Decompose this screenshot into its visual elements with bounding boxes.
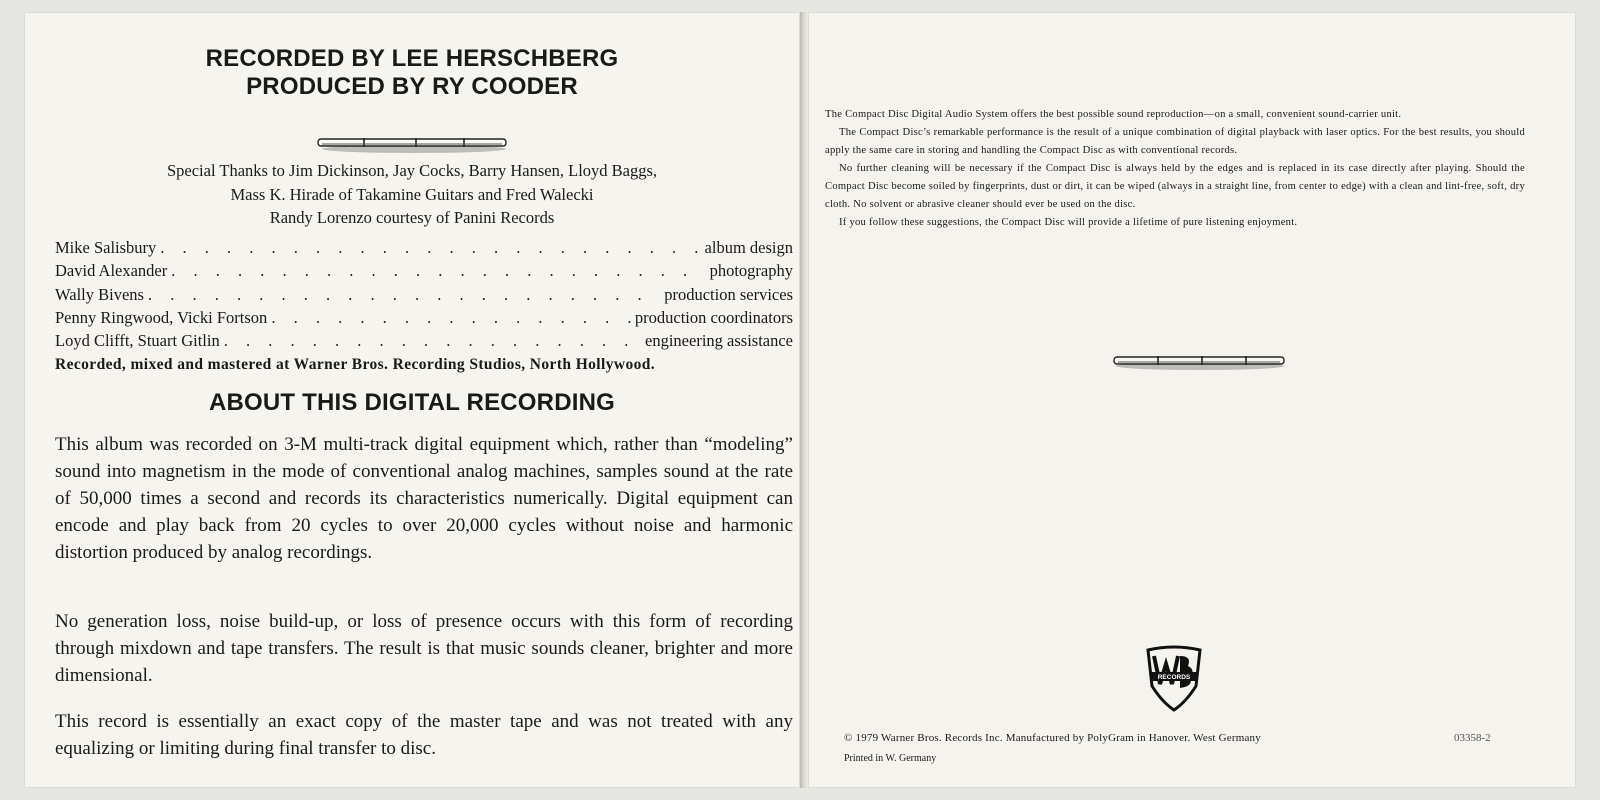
cd-paragraph: The Compact Disc’s remarkable performance is the result of a unique combination of digital playback with laser optics. For the best results, you should apply the same care in storing and handling the Compact Disc as with conventional records. bbox=[825, 127, 1525, 156]
thanks-line: Randy Lorenzo courtesy of Panini Records bbox=[269, 208, 555, 227]
cd-paragraph: If you follow these suggestions, the Compact Disc will provide a lifetime of pure listening enjoyment. bbox=[839, 217, 1298, 228]
logo-text: RECORDS bbox=[1157, 674, 1191, 681]
credit-role: production coordinators bbox=[634, 307, 793, 327]
credit-row bbox=[55, 283, 793, 306]
credit-row bbox=[55, 306, 793, 329]
warner-bros-shield-logo bbox=[1144, 644, 1204, 712]
printed-in: Printed in W. Germany bbox=[844, 753, 937, 764]
thanks-line: Special Thanks to Jim Dickinson, Jay Cocks, Barry Hansen, Lloyd Baggs, bbox=[166, 161, 658, 180]
leader-dots bbox=[148, 283, 660, 306]
leader-dots bbox=[171, 259, 705, 282]
special-thanks bbox=[24, 159, 800, 230]
cd-paragraph: The Compact Disc Digital Audio System offers the best possible sound reproduction—on a small, convenient sound-carrier unit. bbox=[825, 109, 1402, 120]
studio-line: Recorded, mixed and mastered at Warner Bros. Recording Studios, North Hollywood. bbox=[55, 356, 656, 374]
credit-name: Loyd Clifft, Stuart Gitlin bbox=[55, 331, 220, 351]
copyright-notice: © 1979 Warner Bros. Records Inc. Manufactured by PolyGram in Hanover. West Germany bbox=[844, 732, 1261, 744]
credit-name: Wally Bivens bbox=[55, 284, 144, 304]
credit-name: Penny Ringwood, Vicki Fortson bbox=[55, 307, 268, 327]
left-page bbox=[24, 12, 800, 788]
bamboo-ornament-icon bbox=[1110, 351, 1290, 373]
credit-heading-line-1: RECORDED BY LEE HERSCHBERG bbox=[205, 45, 619, 72]
compact-disc-notice bbox=[825, 106, 1525, 232]
bamboo-ornament-icon bbox=[314, 133, 514, 155]
thanks-line: Mass K. Hirade of Takamine Guitars and Fred Walecki bbox=[230, 184, 594, 204]
booklet-spine bbox=[800, 12, 808, 788]
credit-heading-line-2: PRODUCED BY RY COODER bbox=[246, 73, 578, 100]
credit-role: production services bbox=[664, 284, 793, 304]
credit-role: photography bbox=[709, 261, 793, 281]
cd-paragraph: No further cleaning will be necessary if the Compact Disc is always held by the edges and is replaced in its case directly after playing. Should the Compact Disc become soiled by fingerprints, dust or dirt, it can be wiped (always in a straight line, from center to edge) with a clean and lint-free, soft, dry cloth. No solvent or abrasive cleaner should ever be used on the disc. bbox=[825, 163, 1525, 210]
about-paragraph: This record is essentially an exact copy of the master tape and was not treated with any equalizing or limiting during final transfer to disc. bbox=[55, 711, 793, 759]
credit-name: Mike Salisbury bbox=[55, 238, 157, 257]
credit-heading bbox=[24, 45, 800, 101]
leader-dots bbox=[271, 306, 631, 329]
credit-role: album design bbox=[704, 238, 793, 257]
credit-row bbox=[55, 236, 793, 259]
credit-row bbox=[55, 259, 793, 282]
catalog-number: 03358-2 bbox=[1454, 732, 1491, 744]
about-paragraph: No generation loss, noise build-up, or loss of presence occurs with this form of recording through mixdown and tape transfers. The result is that music sounds cleaner, brighter and more dimensional. bbox=[55, 611, 793, 686]
credit-row bbox=[55, 329, 793, 352]
credits-list bbox=[55, 236, 793, 377]
right-page bbox=[808, 12, 1576, 788]
about-paragraph: This album was recorded on 3-M multi-track digital equipment which, rather than “modeling” sound into magnetism in the mode of conventional analog machines, samples sound at the rate of 50,000 times a second and records its characteristics numerically. Digital equipment can encode and play back from 20 cycles to over 20,000 cycles without noise and harmonic distortion produced by analog recordings. bbox=[55, 434, 793, 563]
leader-dots bbox=[224, 329, 641, 352]
credit-role: engineering assistance bbox=[645, 331, 793, 351]
credit-name: David Alexander bbox=[55, 261, 168, 281]
about-heading: ABOUT THIS DIGITAL RECORDING bbox=[208, 389, 616, 416]
leader-dots bbox=[160, 236, 700, 259]
